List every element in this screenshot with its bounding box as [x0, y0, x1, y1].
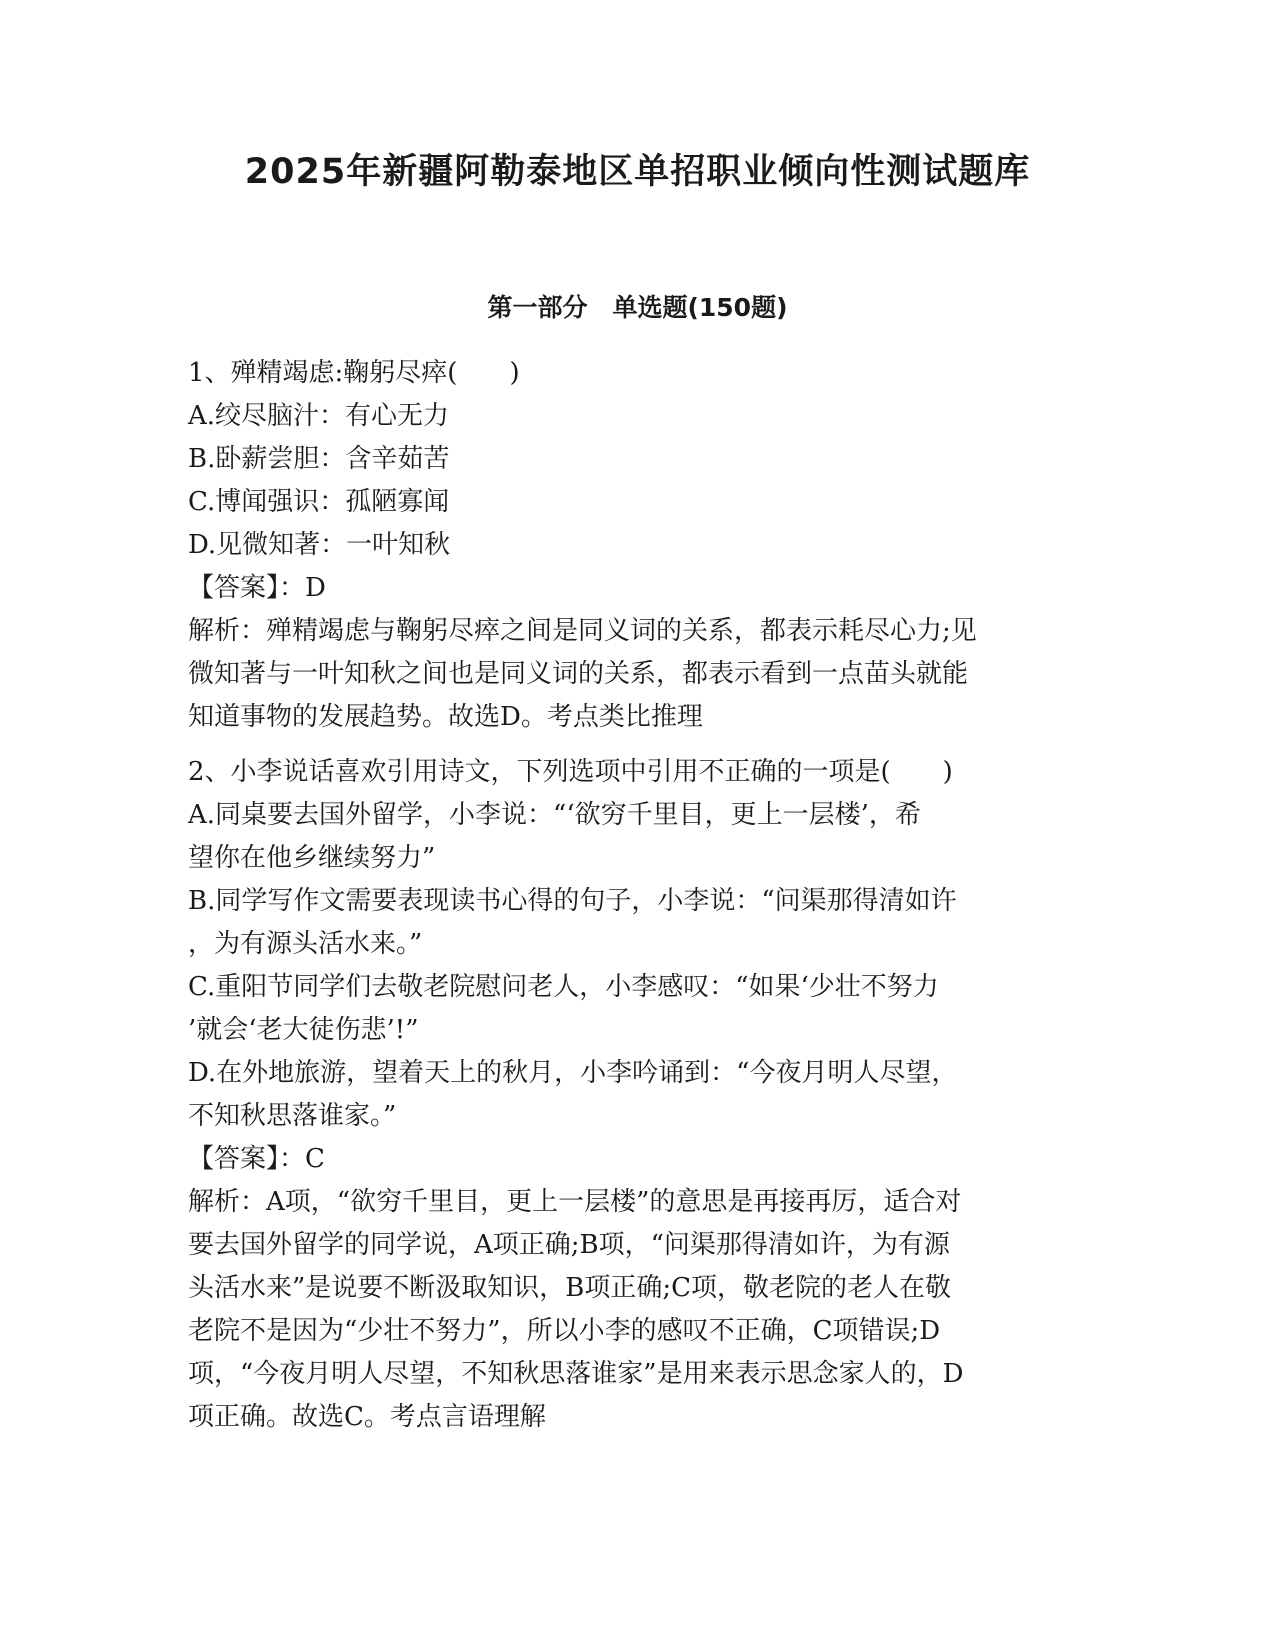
question-stem: 2、小李说话喜欢引用诗文，下列选项中引用不正确的一项是( )	[188, 757, 953, 787]
option-d: D.在外地旅游，望着天上的秋月，小李吟诵到：“今夜月明人尽望，	[188, 1058, 958, 1088]
option-c: C.博闻强识：孤陋寡闻	[188, 487, 450, 517]
option-a: A.同桌要去国外留学，小李说：“‘欲穷千里目，更上一层楼’，希	[188, 800, 921, 830]
analysis-line: 解析：A项，“欲穷千里目，更上一层楼”的意思是再接再厉，适合对	[188, 1187, 962, 1217]
analysis-line: 项正确。故选C。考点言语理解	[188, 1402, 546, 1432]
analysis-line: 要去国外留学的同学说，A项正确;B项，“问渠那得清如许，为有源	[188, 1230, 950, 1260]
question-list	[188, 352, 1088, 1451]
option-c: C.重阳节同学们去敬老院慰问老人，小李感叹：“如果‘少壮不努力	[188, 972, 939, 1002]
option-d: D.见微知著：一叶知秋	[188, 530, 451, 560]
option-b-continued: ，为有源头活水来。”	[188, 929, 423, 959]
option-a: A.绞尽脑汁：有心无力	[188, 401, 450, 431]
option-c-continued: ’就会‘老大徒伤悲’!”	[188, 1015, 419, 1045]
section-title: 第一部分 单选题(150题)	[487, 293, 788, 322]
question-2	[188, 751, 1088, 1439]
answer: 【答案】：C	[188, 1144, 325, 1174]
analysis-line: 头活水来”是说要不断汲取知识，B项正确;C项，敬老院的老人在敬	[188, 1273, 952, 1303]
question-1	[188, 352, 1088, 739]
option-b: B.同学写作文需要表现读书心得的句子，小李说：“问渠那得清如许	[188, 886, 957, 916]
analysis-line: 微知著与一叶知秋之间也是同义词的关系，都表示看到一点苗头就能	[188, 659, 969, 689]
analysis-line: 老院不是因为“少壮不努力”，所以小李的感叹不正确，C项错误;D	[188, 1316, 941, 1346]
option-b: B.卧薪尝胆：含辛茹苦	[188, 444, 450, 474]
question-stem: 1、殚精竭虑:鞠躬尽瘁( )	[188, 358, 520, 388]
option-a-continued: 望你在他乡继续努力”	[188, 843, 436, 873]
answer: 【答案】：D	[188, 573, 326, 603]
analysis-line: 解析：殚精竭虑与鞠躬尽瘁之间是同义词的关系，都表示耗尽心力;见	[188, 616, 977, 646]
analysis-line: 知道事物的发展趋势。故选D。考点类比推理	[188, 702, 703, 732]
option-d-continued: 不知秋思落谁家。”	[188, 1101, 397, 1131]
document-title: 2025年新疆阿勒泰地区单招职业倾向性测试题库	[244, 152, 1031, 192]
analysis-line: 项，“今夜月明人尽望，不知秋思落谁家”是用来表示思念家人的，D	[188, 1359, 964, 1389]
